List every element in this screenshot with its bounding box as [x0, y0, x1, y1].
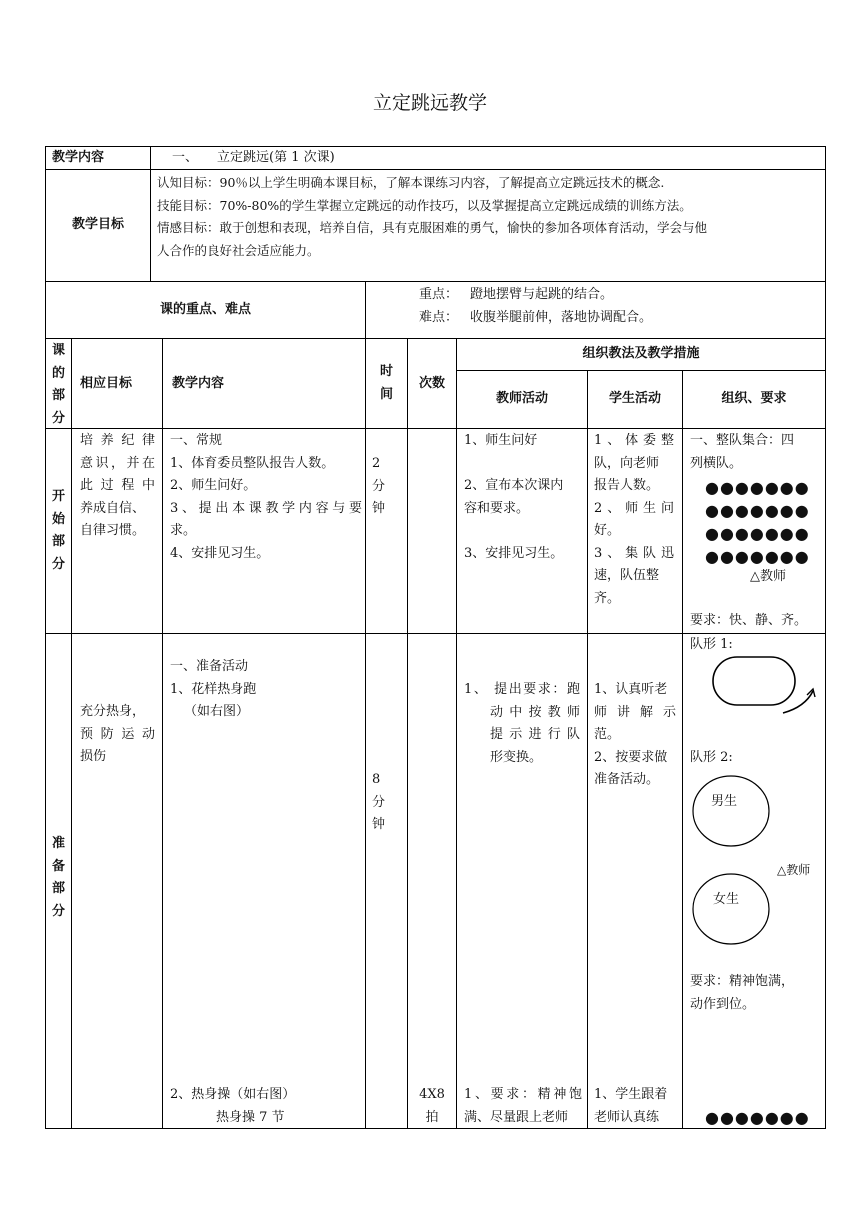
header-count: 次数	[418, 376, 445, 391]
prep-part-label: 准 备 部 分	[51, 836, 65, 919]
header-time: 时 间	[379, 364, 393, 402]
goal-line: 情感目标：敢于创想和表现，培养自信，具有克服困难的勇气，愉快的参加各项体育活动，学会与他	[157, 220, 708, 235]
goals-text	[157, 172, 823, 262]
key-point-value: 蹬地摆臂与起跳的结合。	[470, 287, 614, 302]
header-org-group: 组织教法及教学措施	[582, 346, 700, 361]
start-teacher-mark: △教师	[750, 569, 786, 584]
start-target: 培养纪律 意识，并在 此过程中 养成自信、 自律习惯。	[80, 433, 155, 538]
goal-line: 认知目标：90％以上学生明确本课目标，了解本课练习内容，了解提高立定跳远技术的概念.	[157, 175, 665, 190]
start-time: 2 分 钟	[372, 456, 386, 516]
prep-teacher: 1、 提出要求：跑 动中按教师 提示进行队 形变换。	[464, 682, 580, 765]
running-track-diagram	[705, 655, 820, 715]
key-label: 课的重点、难点	[159, 302, 251, 317]
goals-label: 教学目标	[71, 217, 124, 232]
prep-count-2: 4X8 拍	[419, 1087, 445, 1125]
start-requirement: 要求：快、静、齐。	[690, 613, 808, 628]
prep-target: 充分热身， 预防运动 损伤	[80, 704, 155, 764]
difficulty-label: 难点：	[419, 310, 459, 325]
start-teacher: 1、师生问好 2、宣布本次课内 容和要求。 3、安排见习生。	[464, 433, 564, 561]
formation2-label: 队形 2:	[690, 750, 733, 765]
key-point-label: 重点：	[419, 287, 459, 302]
formation1-label: 队形 1:	[690, 637, 733, 652]
prep-teacher-2: 1、要求：精神饱 满、尽量跟上老师	[464, 1087, 582, 1125]
prep-content-2: 2、热身操（如右图） 热身操 7 节	[170, 1087, 296, 1125]
content-num: 一、	[172, 150, 199, 165]
header-part: 课 的 部 分	[51, 343, 65, 426]
header-target: 相应目标	[80, 376, 133, 391]
prep-student: 1、认真听老 师讲解示 范。 2、按要求做 准备活动。	[594, 682, 676, 787]
formation-dots: ●●●●●●● ●●●●●●● ●●●●●●● ●●●●●●●	[705, 478, 810, 566]
header-student: 学生活动	[608, 391, 661, 406]
prep-requirement: 要求：精神饱满， 动作到位。	[690, 974, 795, 1012]
prep-content: 一、准备活动 1、花样热身跑 （如右图）	[170, 659, 257, 719]
goal-line: 人合作的良好社会适应能力。	[157, 242, 320, 258]
prep-time: 8 分 钟	[372, 772, 386, 832]
start-org-line: 一、整队集合：四 列横队。	[690, 433, 795, 471]
content-value: 立定跳远(第 1 次课)	[217, 150, 335, 165]
prep-student-2: 1、学生跟着 老师认真练	[594, 1087, 668, 1125]
start-content: 一、常规 1、体育委员整队报告人数。 2、师生问好。 3、提出本课教学内容与要 求。 4、安排见习生。	[170, 433, 362, 561]
start-student: 1、体委整 队，向老师 报告人数。 2、师生问 好。 3、集队迅 速，队伍整 齐。	[594, 433, 674, 606]
start-part-label: 开 始 部 分	[51, 489, 65, 572]
header-org: 组织、要求	[721, 391, 787, 406]
page-title: 立定跳远教学	[372, 92, 487, 114]
boys-label: 男生	[711, 794, 738, 809]
header-content: 教学内容	[172, 376, 225, 391]
goal-line: 技能目标：70%-80%的学生掌握立定跳远的动作技巧，以及掌握提高立定跳远成绩的训练方法。	[157, 197, 692, 213]
girls-label: 女生	[713, 892, 740, 907]
prep-teacher-mark: △教师	[777, 863, 811, 877]
content-label: 教学内容	[52, 150, 105, 165]
header-teacher: 教师活动	[495, 391, 548, 406]
formation-dots-2: ●●●●●●●	[705, 1108, 810, 1127]
difficulty-value: 收腹举腿前伸，落地协调配合。	[470, 310, 653, 325]
